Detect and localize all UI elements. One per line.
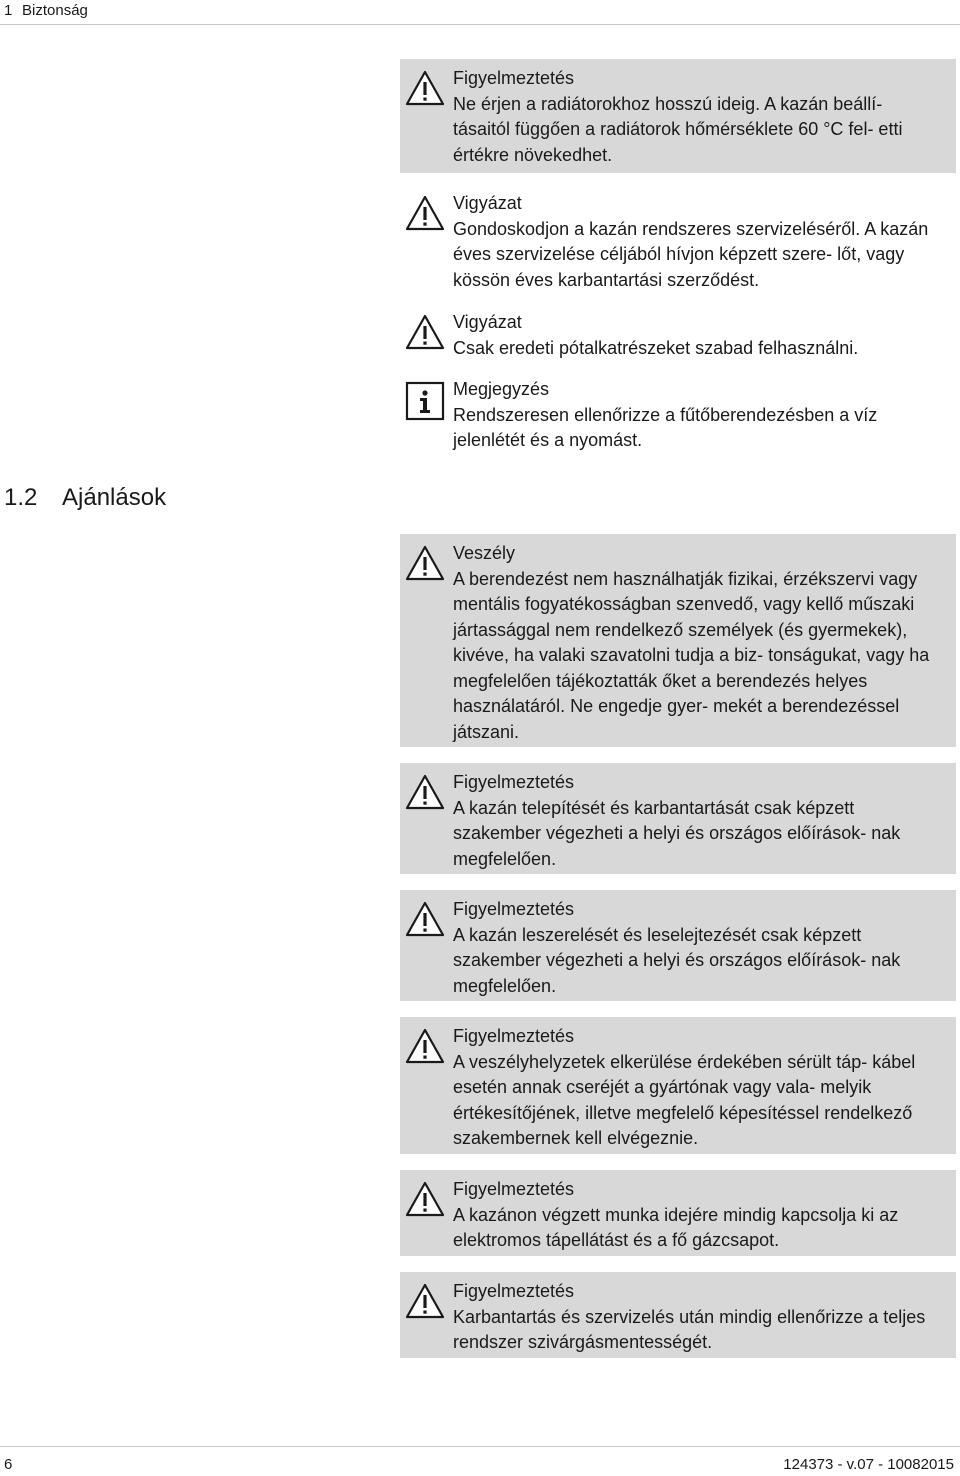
warning-notice xyxy=(400,1272,956,1358)
chapter-title: Biztonság xyxy=(22,2,88,19)
warning-notice xyxy=(400,1170,956,1256)
note-notice xyxy=(400,370,956,456)
notice-label: Figyelmeztetés xyxy=(453,1026,575,1046)
notice-label: Veszély xyxy=(453,543,516,563)
notice-label: Figyelmeztetés xyxy=(453,1281,575,1301)
header-divider xyxy=(0,24,960,25)
notice-text: Ne érjen a radiátorokhoz hosszú ideig. A kazán beállí- tásaitól függően a radiátorok hőmérséklete 60 °C fel- etti értékre növekedhet. xyxy=(453,93,903,165)
info-icon xyxy=(405,381,445,421)
section-heading xyxy=(4,482,166,514)
warning-triangle-icon xyxy=(405,70,445,106)
notice-label: Figyelmeztetés xyxy=(453,68,575,88)
notice-text: Karbantartás és szervizelés után mindig ellenőrizze a teljes rendszer szivárgásmentességét. xyxy=(453,1306,926,1352)
warning-triangle-icon xyxy=(405,545,445,581)
warning-triangle-icon xyxy=(405,195,445,231)
notice-label: Vigyázat xyxy=(453,193,522,213)
document-code: 124373 - v.07 - 10082015 xyxy=(783,1456,954,1473)
warning-notice xyxy=(400,763,956,874)
notice-text: Csak eredeti pótalkatrészeket szabad felhasználni. xyxy=(453,337,859,358)
warning-triangle-icon xyxy=(405,1028,445,1064)
notice-text: Gondoskodjon a kazán rendszeres szervizeléséről. A kazán éves szervizelése céljából hívjon képzett szere- lőt, vagy kössön éves karbantartási szerződést. xyxy=(453,218,929,290)
notice-label: Figyelmeztetés xyxy=(453,772,575,792)
notice-text: Rendszeresen ellenőrizze a fűtőberendezésben a víz jelenlétét és a nyomást. xyxy=(453,404,878,450)
section-title: Ajánlások xyxy=(62,484,167,511)
footer-divider xyxy=(0,1446,960,1447)
section-number: 1.2 xyxy=(4,484,38,511)
warning-triangle-icon xyxy=(405,1181,445,1217)
running-header xyxy=(0,0,960,24)
danger-notice xyxy=(400,534,956,747)
caution-notice xyxy=(400,184,956,296)
warning-notice xyxy=(400,1017,956,1154)
notice-text: A berendezést nem használhatják fizikai, érzékszervi vagy mentális fogyatékosságban szenvedő, vagy kellő műszaki jártassággal nem rendelkező személyek (és gyermekek), kivéve, ha valaki szavatolni tudja a biz- tonságukat, vagy ha megfelelően tájékoztatták őket a berendezés helyes használatáról. Ne engedje gyer- mekét a berendezéssel játszani. xyxy=(453,568,930,742)
notice-label: Figyelmeztetés xyxy=(453,899,575,919)
page-number: 6 xyxy=(4,1456,13,1473)
notice-text: A kazán telepítését és karbantartását csak képzett szakember végezheti a helyi és országos előírások- nak megfelelően. xyxy=(453,797,901,869)
warning-notice xyxy=(400,59,956,173)
notice-label: Vigyázat xyxy=(453,312,522,332)
warning-triangle-icon xyxy=(405,314,445,350)
warning-notice xyxy=(400,890,956,1001)
warning-triangle-icon xyxy=(405,1283,445,1319)
notice-text: A kazánon végzett munka idejére mindig kapcsolja ki az elektromos tápellátást és a fő gázcsapot. xyxy=(453,1204,899,1250)
warning-triangle-icon xyxy=(405,901,445,937)
notice-label: Megjegyzés xyxy=(453,379,550,399)
chapter-number: 1 xyxy=(4,2,13,19)
caution-notice xyxy=(400,303,956,363)
notice-label: Figyelmeztetés xyxy=(453,1179,575,1199)
notice-text: A kazán leszerelését és leselejtezését csak képzett szakember végezheti a helyi és országos előírások- nak megfelelően. xyxy=(453,924,901,996)
warning-triangle-icon xyxy=(405,774,445,810)
notice-text: A veszélyhelyzetek elkerülése érdekében sérült táp- kábel esetén annak cseréjét a gyártónak vagy vala- melyik értékesítőjének, illetve megfelelő képesítéssel rendelkező szakembernek kell elvégeznie. xyxy=(453,1051,916,1148)
